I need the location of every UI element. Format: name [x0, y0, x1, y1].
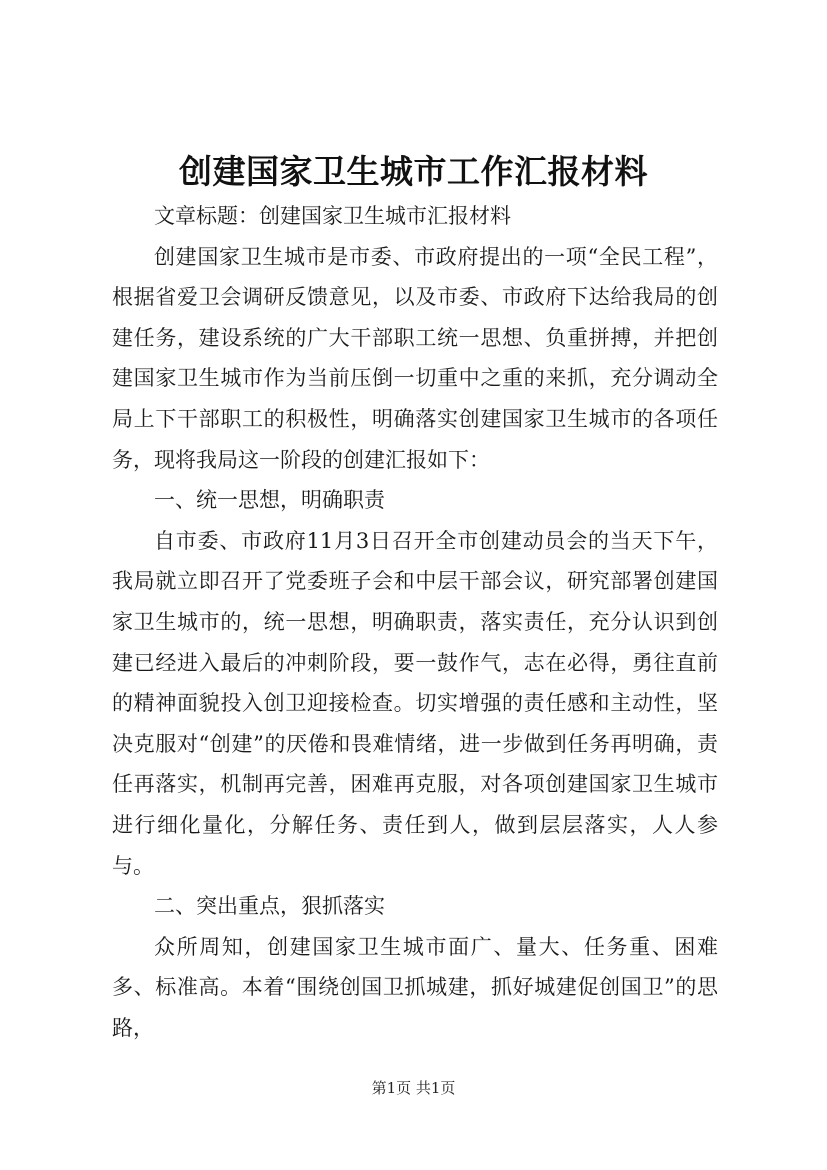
article-title-line: 文章标题：创建国家卫生城市汇报材料 — [154, 204, 511, 228]
section-heading-1: 一、统一思想，明确职责 — [154, 488, 385, 513]
section-2-paragraph: 众所周知，创建国家卫生城市面广、量大、任务重、困难多、标准高。本着“围绕创国卫抓城建，抓好城建促创国卫”的思路， — [112, 934, 718, 1040]
intro-paragraph: 创建国家卫生城市是市委、市政府提出的一项“全民工程”，根据省爱卫会调研反馈意见，以及市委、市政府下达给我局的创建任务，建设系统的广大干部职工统一思想、负重拼搏，并把创建国家卫生城市作为当前压倒一切重中之重的来抓，充分调动全局上下干部职工的积极性，明确落实创建国家卫生城市的各项任务，现将我局这一阶段的创建汇报如下： — [112, 244, 718, 472]
page-footer: 第1页 共1页 — [371, 1079, 456, 1097]
section-heading-2: 二、突出重点，狠抓落实 — [154, 894, 385, 919]
document-title: 创建国家卫生城市工作汇报材料 — [179, 152, 648, 191]
document-body — [112, 196, 718, 1048]
section-1-paragraph: 自市委、市政府11月3日召开全市创建动员会的当天下午，我局就立即召开了党委班子会和中层干部会议，研究部署创建国家卫生城市的，统一思想，明确职责，落实责任，充分认识到创建已经进入最后的冲刺阶段，要一鼓作气，志在必得，勇往直前的精神面貌投入创卫迎接检查。切实增强的责任感和主动性，坚决克服对“创建”的厌倦和畏难情绪，进一步做到任务再明确，责任再落实，机制再完善，困难再克服，对各项创建国家卫生城市进行细化量化，分解任务、责任到人，做到层层落实，人人参与。 — [112, 528, 718, 878]
